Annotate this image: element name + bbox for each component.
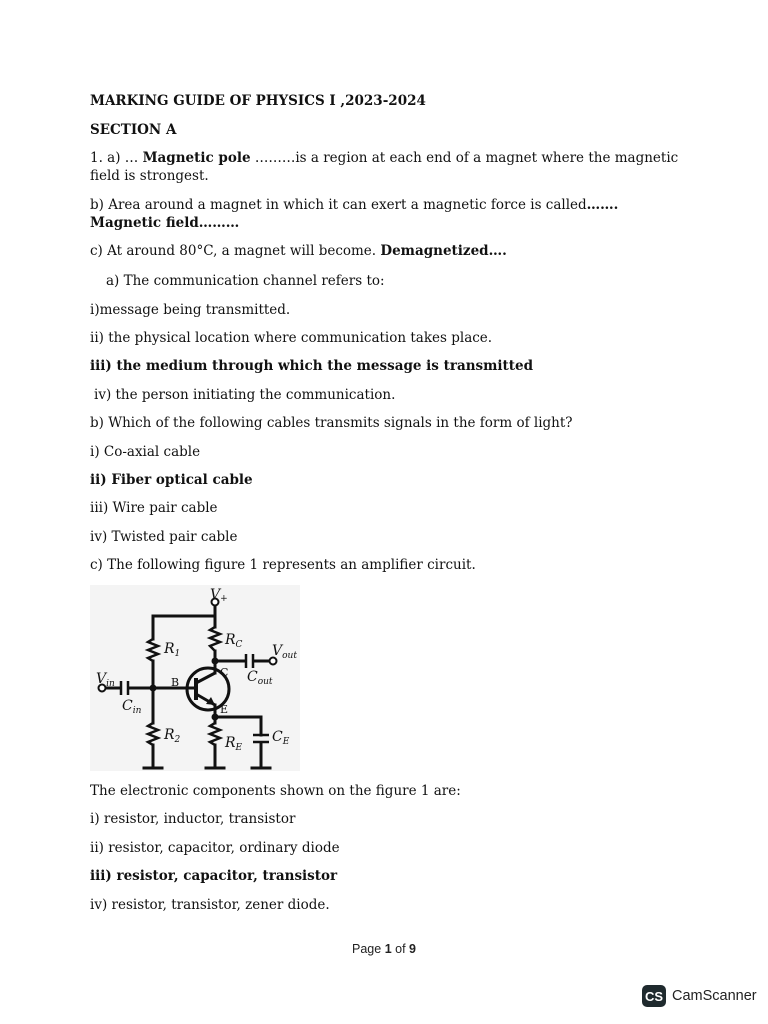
page-footer <box>0 942 768 956</box>
camscanner-brand: CamScanner <box>672 988 757 1004</box>
footer-page-number: 1 <box>384 942 392 956</box>
footer-of-word: of <box>391 942 410 956</box>
q2c-option-1: i) resistor, inductor, transistor <box>90 811 296 827</box>
q1a-text: ………is a region at each end of a magnet where the magnetic <box>250 150 679 166</box>
label-cout: C <box>247 669 258 685</box>
label-r2-sub: 2 <box>174 735 181 745</box>
q1b-answer: Magnetic field……… <box>90 215 240 231</box>
q2b-option-3: iii) Wire pair cable <box>90 500 218 516</box>
q1b-text: b) Area around a magnet in which it can exert a magnetic force is called <box>90 197 587 213</box>
q2b-option-1: i) Co-axial cable <box>90 444 201 460</box>
q2a-option-2: ii) the physical location where communication takes place. <box>90 330 493 346</box>
q2a-option-1: i)message being transmitted. <box>90 302 291 318</box>
label-vout: V <box>272 643 283 659</box>
q2c-option-3-correct: iii) resistor, capacitor, transistor <box>90 868 338 884</box>
q2a-stem: a) The communication channel refers to: <box>106 273 385 289</box>
q1a-line <box>90 149 678 167</box>
label-rc: R <box>225 632 236 648</box>
q2c-components-stem: The electronic components shown on the figure 1 are: <box>90 783 461 799</box>
label-vout-sub: out <box>282 651 297 661</box>
label-rc-sub: C <box>235 640 243 650</box>
q2b-stem: b) Which of the following cables transmits signals in the form of light? <box>90 415 573 431</box>
label-vplus: V <box>210 587 221 603</box>
camscanner-watermark <box>642 985 757 1007</box>
q1c-answer: Demagnetized…. <box>380 243 507 259</box>
label-c: C <box>220 666 229 679</box>
q1b-line <box>90 196 618 214</box>
label-cin: C <box>122 698 133 714</box>
label-vplus-sub: + <box>220 594 228 604</box>
q1c-line <box>90 242 507 260</box>
label-cin-sub: in <box>132 706 142 716</box>
label-cout-sub: out <box>257 677 273 687</box>
q2b-option-2-correct: ii) Fiber optical cable <box>90 472 253 488</box>
q1a-answer: Magnetic pole <box>142 150 251 166</box>
section-heading: SECTION A <box>90 122 177 138</box>
q1a-continuation: field is strongest. <box>90 168 209 184</box>
q1a-prefix: 1. a) … <box>90 150 143 166</box>
q2c-option-4: iv) resistor, transistor, zener diode. <box>90 897 330 913</box>
label-r1: R <box>164 641 175 657</box>
q2a-option-3-correct: iii) the medium through which the message is transmitted <box>90 358 534 374</box>
doc-title: MARKING GUIDE OF PHYSICS I ,2023-2024 <box>90 93 426 109</box>
q1c-text: c) At around 80°C, a magnet will become. <box>90 243 381 259</box>
label-b: B <box>171 676 180 689</box>
label-r2: R <box>164 727 175 743</box>
q2a-option-4: iv) the person initiating the communication. <box>94 387 396 403</box>
footer-page-total: 9 <box>409 942 416 956</box>
label-r1-sub: 1 <box>174 649 181 659</box>
amplifier-circuit-figure <box>90 585 300 771</box>
label-vin: V <box>96 671 107 687</box>
label-e: E <box>220 703 229 716</box>
q2b-option-4: iv) Twisted pair cable <box>90 529 238 545</box>
label-re: R <box>225 735 236 751</box>
q2c-option-2: ii) resistor, capacitor, ordinary diode <box>90 840 340 856</box>
label-ce-sub: E <box>282 737 290 747</box>
label-ce: C <box>272 729 283 745</box>
footer-page-word: Page <box>352 942 385 956</box>
label-re-sub: E <box>235 743 243 753</box>
camscanner-logo-icon: CS <box>642 985 666 1007</box>
label-vin-sub: in <box>106 679 115 689</box>
q1b-dots: ……. <box>586 197 619 213</box>
q2c-stem: c) The following figure 1 represents an amplifier circuit. <box>90 557 476 573</box>
